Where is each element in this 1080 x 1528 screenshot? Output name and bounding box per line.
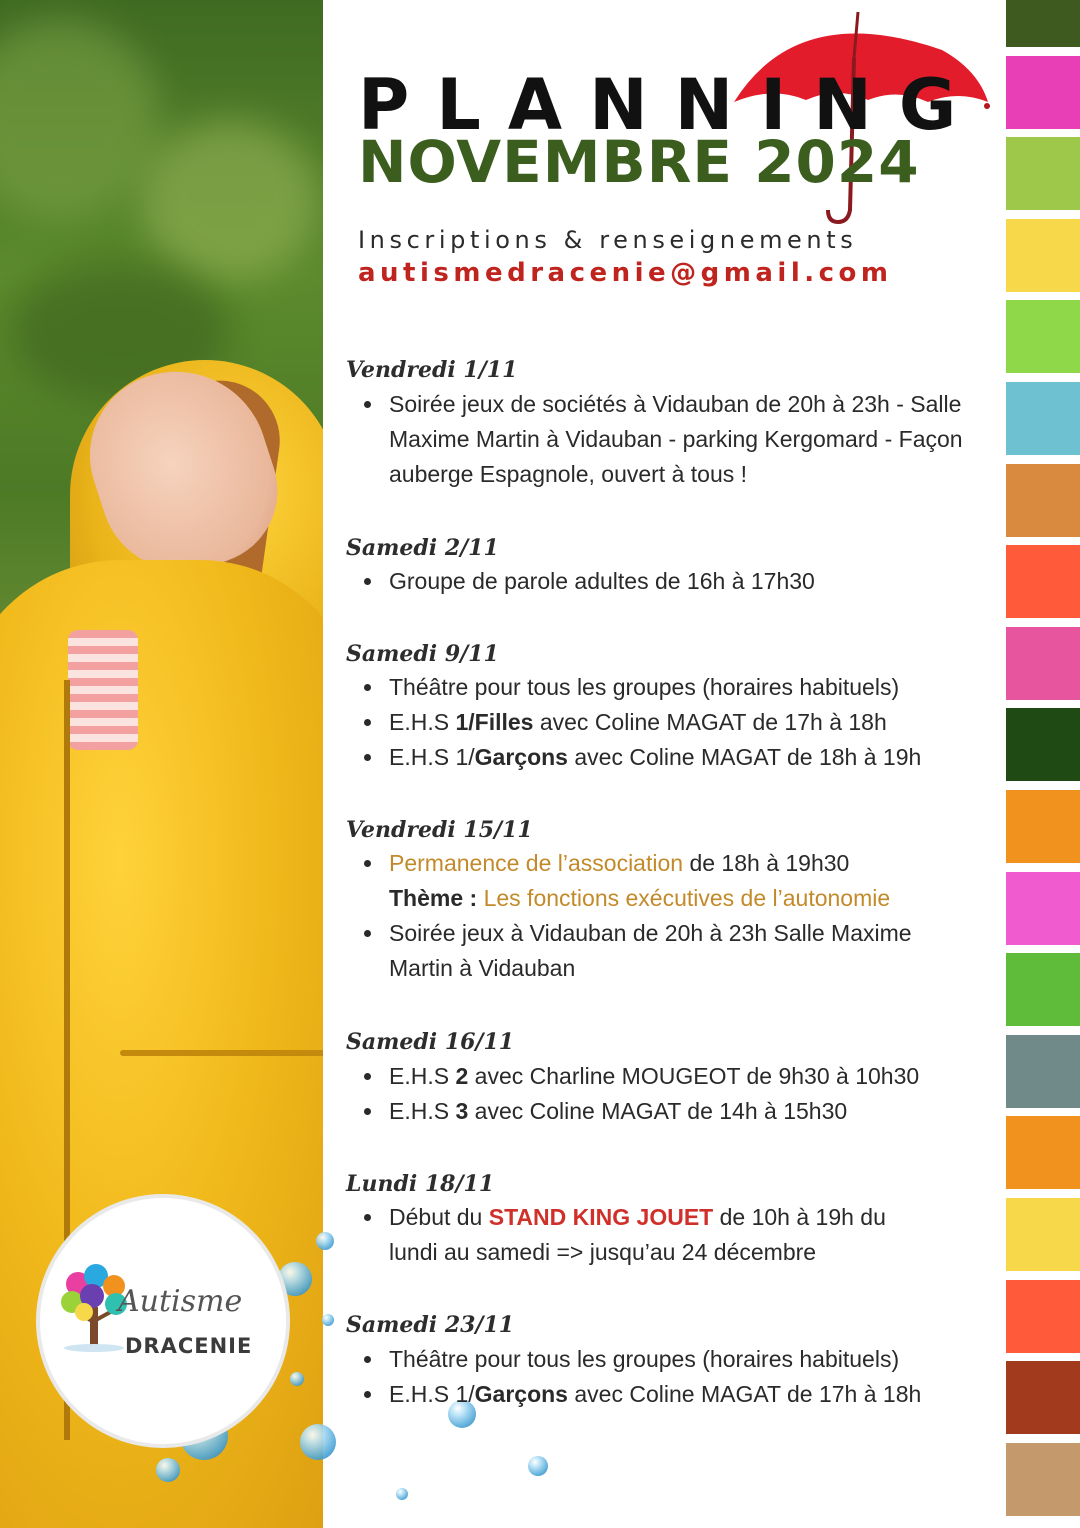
theme-text: Les fonctions exécutives de l’autonomie xyxy=(483,885,891,911)
color-bar xyxy=(1006,300,1080,373)
color-bar xyxy=(1006,872,1080,945)
event-text: E.H.S xyxy=(389,709,456,735)
page-title: PLANNING xyxy=(358,64,984,146)
event-item: Soirée jeux de sociétés à Vidauban de 20h à 23h - Salle xyxy=(362,387,1002,422)
day-heading: Vendredi 15/11 xyxy=(346,817,533,843)
water-drop-icon xyxy=(528,1456,548,1476)
contact-email[interactable]: autismedracenie@gmail.com xyxy=(358,258,893,288)
color-bar xyxy=(1006,1280,1080,1353)
day-heading: Lundi 18/11 xyxy=(346,1171,495,1197)
event-text: avec Coline MAGAT de 14h à 15h30 xyxy=(468,1098,848,1124)
color-bar xyxy=(1006,1361,1080,1434)
logo-name-text: DRACENIE xyxy=(125,1334,253,1358)
event-list xyxy=(362,387,1002,492)
event-list xyxy=(362,1200,1002,1270)
color-bar xyxy=(1006,790,1080,863)
color-bar xyxy=(1006,56,1080,129)
color-bar xyxy=(1006,0,1080,47)
inscriptions-label: Inscriptions & renseignements xyxy=(358,226,858,254)
event-group: Garçons xyxy=(474,1381,568,1407)
event-text: E.H.S xyxy=(389,1098,456,1124)
event-text: E.H.S 1/ xyxy=(389,1381,475,1407)
event-text: avec Coline MAGAT de 17h à 18h xyxy=(533,709,887,735)
event-text: Début du xyxy=(389,1204,489,1230)
event-list xyxy=(362,846,1002,986)
logo-script-text: Autisme xyxy=(118,1284,243,1319)
day-heading: Samedi 16/11 xyxy=(346,1029,515,1055)
striped-shirt xyxy=(68,630,138,750)
event-item: Groupe de parole adultes de 16h à 17h30 xyxy=(362,564,1002,599)
event-item xyxy=(362,1059,1002,1094)
event-text: de 18h à 19h30 xyxy=(683,850,850,876)
event-item xyxy=(362,846,1002,881)
event-group: 3 xyxy=(455,1098,469,1124)
color-bar xyxy=(1006,1198,1080,1271)
event-text: avec Coline MAGAT de 18h à 19h xyxy=(567,744,922,770)
color-bar xyxy=(1006,464,1080,537)
event-item: Soirée jeux à Vidauban de 20h à 23h Salle Maxime xyxy=(362,916,1002,951)
color-bar xyxy=(1006,1035,1080,1108)
water-drop-icon xyxy=(300,1424,336,1460)
color-bar xyxy=(1006,545,1080,618)
color-bar xyxy=(1006,382,1080,455)
color-bar xyxy=(1006,1116,1080,1189)
event-text: E.H.S xyxy=(389,1063,456,1089)
color-bar xyxy=(1006,219,1080,292)
pocket-seam xyxy=(120,1050,323,1056)
event-highlight: Permanence de l’association xyxy=(389,850,684,876)
event-list xyxy=(362,1342,1002,1412)
color-bar xyxy=(1006,953,1080,1026)
event-item-continuation: Maxime Martin à Vidauban - parking Kergomard - Façon xyxy=(389,426,963,452)
water-drop-icon xyxy=(278,1262,312,1296)
event-item-continuation xyxy=(362,881,1002,916)
day-heading: Samedi 9/11 xyxy=(346,641,499,667)
event-group: 2 xyxy=(455,1063,469,1089)
event-text: avec Charline MOUGEOT de 9h30 à 10h30 xyxy=(468,1063,920,1089)
water-drop-icon xyxy=(290,1372,304,1386)
event-item xyxy=(362,1377,1002,1412)
water-drop-icon xyxy=(156,1458,180,1482)
event-item xyxy=(362,1094,1002,1129)
day-heading: Vendredi 1/11 xyxy=(346,357,518,383)
event-text: E.H.S 1/ xyxy=(389,744,475,770)
event-item xyxy=(362,740,1002,775)
event-item: Théâtre pour tous les groupes (horaires habituels) xyxy=(362,670,1002,705)
event-list xyxy=(362,564,1002,599)
water-drop-icon xyxy=(322,1314,334,1326)
event-list xyxy=(362,670,1002,775)
event-text: avec Coline MAGAT de 17h à 18h xyxy=(567,1381,922,1407)
event-item: Théâtre pour tous les groupes (horaires habituels) xyxy=(362,1342,1002,1377)
color-bar xyxy=(1006,1443,1080,1516)
color-bars xyxy=(1006,0,1080,1528)
water-drop-icon xyxy=(396,1488,408,1500)
event-item-continuation: lundi au samedi => jusqu’au 24 décembre xyxy=(389,1239,817,1265)
event-item xyxy=(362,705,1002,740)
day-heading: Samedi 2/11 xyxy=(346,535,499,561)
day-heading: Samedi 23/11 xyxy=(346,1312,515,1338)
event-item-continuation: Martin à Vidauban xyxy=(389,955,576,981)
theme-label: Thème : xyxy=(389,885,484,911)
color-bar xyxy=(1006,137,1080,210)
color-bar xyxy=(1006,627,1080,700)
color-bar xyxy=(1006,708,1080,781)
page-subtitle: NOVEMBRE 2024 xyxy=(358,128,920,196)
event-group: Garçons xyxy=(474,744,568,770)
event-list xyxy=(362,1059,1002,1129)
event-group: 1/Filles xyxy=(455,709,534,735)
event-item xyxy=(362,1200,1002,1235)
event-text: de 10h à 19h du xyxy=(713,1204,886,1230)
event-highlight: STAND KING JOUET xyxy=(488,1204,714,1230)
water-drop-icon xyxy=(316,1232,334,1250)
event-item-continuation: auberge Espagnole, ouvert à tous ! xyxy=(389,461,748,487)
